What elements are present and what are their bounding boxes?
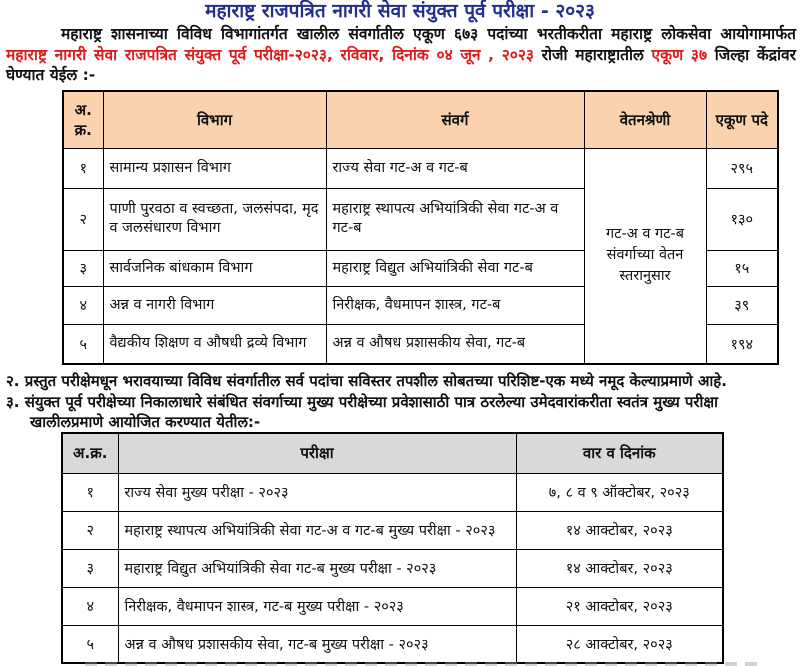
paragraph-2-text-after: मध्ये नमूद केल्याप्रमाणे आहे. [565,372,727,390]
table1-header-department: विभाग [103,91,326,148]
table1-header-row [63,91,778,148]
table2-header-exam: परीक्षा [118,433,516,473]
exam-schedule-table [61,432,724,664]
table2-row4-sr: ४ [62,587,118,625]
table2-row4-date: २१ आक्टोबर, २०२३ [516,587,723,625]
table1-row4-posts: ३९ [706,286,778,324]
table1-row5-department: वैद्यकीय शिक्षण व औषधी द्रव्ये विभाग [103,324,326,364]
table2-row3-date: १४ आक्टोबर, २०२३ [516,549,723,587]
table1-row2-cadre: महाराष्ट्र स्थापत्य अभियांत्रिकी सेवा गट-अ व गट-ब [326,188,584,250]
intro-text-black-2: रोजी महाराष्ट्रातील [533,45,652,64]
paragraph-3-number: ३. [6,393,20,411]
paragraph-2-number: २. [6,372,20,390]
intro-text-black-1: महाराष्ट्र शासनाच्या विविध विभागांतर्गत खालील संवर्गातील एकूण ६७३ पदांच्या भरतीकरीता महाराष्ट्र लोकसेवा आयोगामार्फत [61,25,796,43]
table2-row4-exam: निरीक्षक, वैधमापन शास्त्र, गट-ब मुख्य परीक्षा - २०२३ [118,587,516,625]
table2-header-row [62,433,723,473]
intro-text-red-exam: महाराष्ट्र नागरी सेवा राजपत्रित संयुक्त पूर्व परीक्षा-२०२३, रविवार, दिनांक ०४ जून , २०२३ [6,45,534,64]
department-posts-table [62,90,779,365]
table2-row5-exam: अन्न व औषध प्रशासकीय सेवा, गट-ब मुख्य परीक्षा - २०२३ [118,625,516,663]
table2-row5-date: २८ आक्टोबर, २०२३ [516,625,723,663]
table1-row5-sr: ५ [63,324,103,364]
paragraph-2-text-before: प्रस्तुत परीक्षेमधून भरावयाच्या विविध संवर्गातील सर्व पदांचा सविस्तर तपशील सोबतच्या [19,372,498,390]
table1-header-sr [63,91,103,148]
table1-row2-posts: १३० [706,188,778,250]
table1-row3-sr: ३ [63,250,103,286]
table2-row [62,511,723,549]
table2-row3-exam: महाराष्ट्र विद्युत अभियांत्रिकी सेवा गट-ब मुख्य परीक्षा - २०२३ [118,549,516,587]
table1-header-sr-line2: क्र. [74,120,92,139]
table1-header-cadre: संवर्ग [326,91,584,148]
table2-row [62,473,723,511]
page-title: महाराष्ट्र राजपत्रित नागरी सेवा संयुक्त पूर्व परीक्षा - २०२३ [205,0,595,22]
paragraph-2-highlight: परिशिष्ट-एक [497,372,566,390]
table1-row3-cadre: महाराष्ट्र विद्युत अभियांत्रिकी सेवा गट-ब [326,250,584,286]
table1-row3-posts: १५ [706,250,778,286]
intro-paragraph [6,24,796,86]
table2-row2-date: १४ आक्टोबर, २०२३ [516,511,723,549]
table2-row [62,549,723,587]
table2-row2-exam: महाराष्ट्र स्थापत्य अभियांत्रिकी सेवा गट-अ व गट-ब मुख्य परीक्षा - २०२३ [118,511,516,549]
paragraph-3 [6,392,794,432]
table1-row1-cadre: राज्य सेवा गट-अ व गट-ब [326,148,584,188]
intro-text-red-centers: एकूण ३७ [651,45,708,64]
table1-row [63,148,778,188]
table1-row2-department: पाणी पुरवठा व स्वच्छता, जलसंपदा, मृद व जलसंधारण विभाग [103,188,326,250]
table1-header-sr-line1: अ. [74,100,92,119]
table1-row2-sr: २ [63,188,103,250]
table2-header-sr: अ.क्र. [62,433,118,473]
table1-row4-cadre: निरीक्षक, वैधमापन शास्त्र, गट-ब [326,286,584,324]
paragraph-3-text: संयुक्त पूर्व परीक्षेच्या निकालाधारे संबंधित संवर्गाच्या मुख्य परीक्षेच्या प्रवेशासाठी पात्र ठरलेल्या उमेदवारांकरीता स्वतंत्र मुख्य परीक्षा खालीलप्रमाणे आयोजित करण्यात येतील:- [19,393,719,431]
table1-row3-department: सार्वजनिक बांधकाम विभाग [103,250,326,286]
table1-row1-posts: २९५ [706,148,778,188]
table1-row5-posts: १९४ [706,324,778,364]
paragraph-2 [6,371,794,391]
table2-row2-sr: २ [62,511,118,549]
table2-header-date: वार व दिनांक [516,433,723,473]
pay-scale-note: गट-अ व गट-ब संवर्गाच्या वेतन स्तरानुसार [584,148,706,364]
table2-row [62,587,723,625]
table1-row1-sr: १ [63,148,103,188]
table2-row1-date: ७, ८ व ९ ऑक्टोबर, २०२३ [516,473,723,511]
table2-row1-exam: राज्य सेवा मुख्य परीक्षा - २०२३ [118,473,516,511]
cut-off-text-strip [85,662,760,666]
table2-row [62,625,723,663]
table1-row5-cadre: अन्न व औषध प्रशासकीय सेवा, गट-ब [326,324,584,364]
table1-header-total-posts: एकूण पदे [706,91,778,148]
table1-row1-department: सामान्य प्रशासन विभाग [103,148,326,188]
table2-row5-sr: ५ [62,625,118,663]
intro-text-black-3: जिल्हा केंद्रांवर घेण्यात येईल :- [6,45,796,84]
table1-row4-sr: ४ [63,286,103,324]
table2-row3-sr: ३ [62,549,118,587]
table2-row1-sr: १ [62,473,118,511]
table1-header-payscale: वेतनश्रेणी [584,91,706,148]
table1-row4-department: अन्न व नागरी विभाग [103,286,326,324]
